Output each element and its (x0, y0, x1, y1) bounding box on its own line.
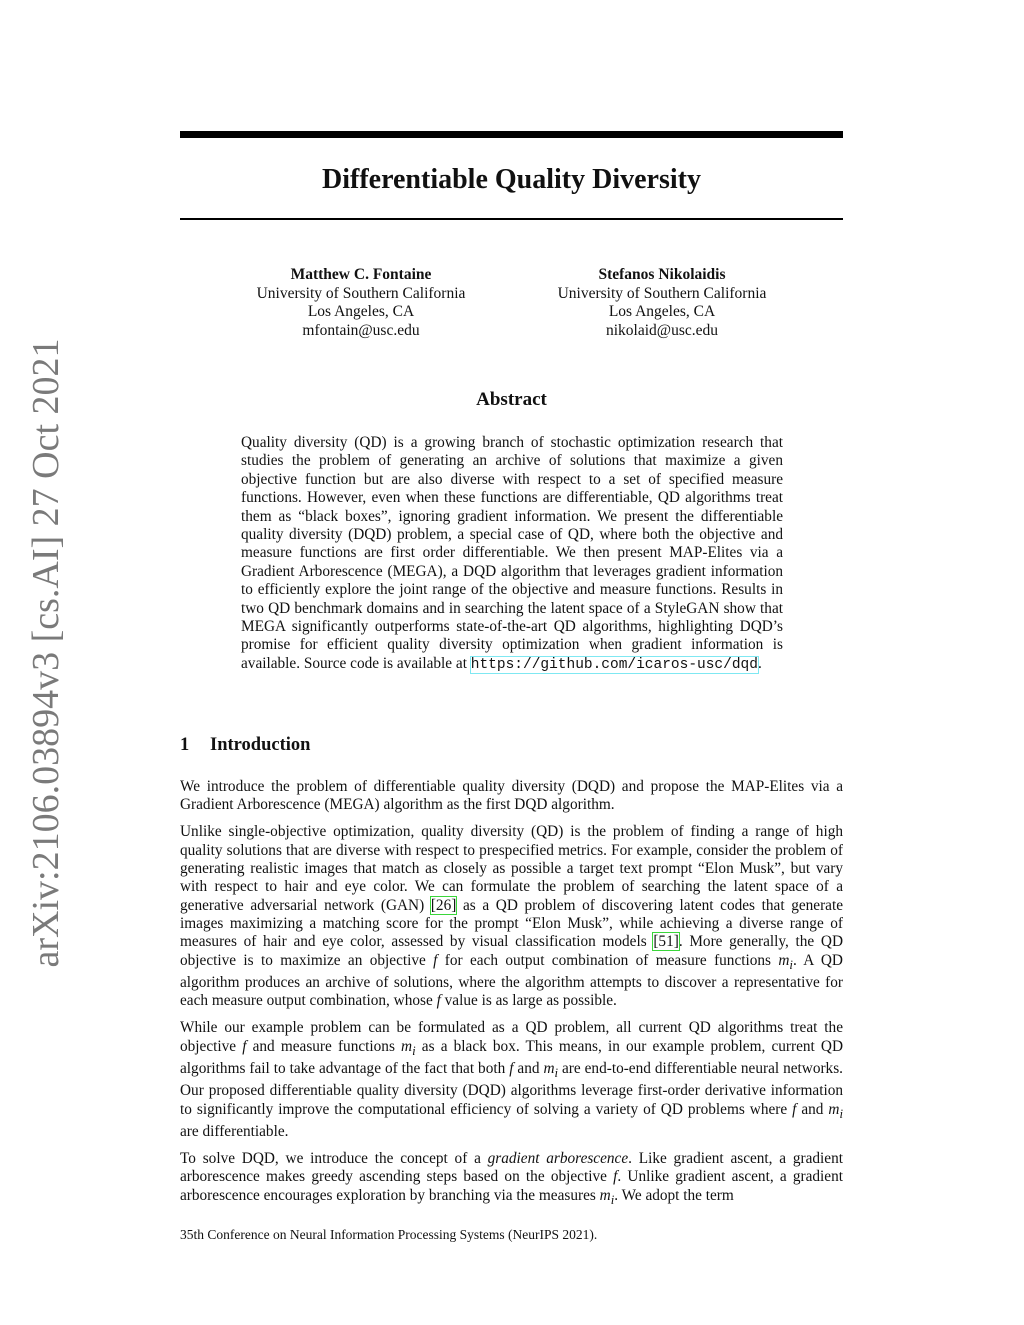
abstract-text: Quality diversity (QD) is a growing branch of stochastic optimization research that studies the problem of generating an archive of solutions that maximize a given objective function but are also diverse with respect to a set of specified measure functions. However, even when these functions are differentiable, QD algorithms treat them as “black boxes”, ignoring gradient information. We present the differentiable quality diversity (DQD) problem, a special case of QD, where both the objective and measure functions are first order differentiable. We then present MAP-Elites via a Gradient Arborescence (MEGA), a DQD algorithm that leverages gradient information to efficiently explore the joint range of the objective and measure functions. Results in two QD benchmark domains and in searching the latent space of a StyleGAN show that MEGA significantly outperforms state-of-the-art QD algorithms, highlighting DQD’s promise for efficient quality diversity optimization when gradient information is available. Source code is available at https://github.com/icaros-usc/dqd. (241, 434, 783, 673)
author-location: Los Angeles, CA (608, 303, 716, 320)
author-affiliation: University of Southern California (256, 284, 466, 302)
author-block-2 (512, 266, 812, 340)
author-block-1 (211, 266, 511, 340)
abstract-heading: Abstract (476, 389, 547, 410)
section-heading-introduction (180, 733, 843, 757)
author-name: Matthew C. Fontaine (290, 266, 432, 283)
author-name: Stefanos Nikolaidis (598, 266, 726, 283)
paper-title: Differentiable Quality Diversity (322, 164, 701, 195)
author-affiliation: University of Southern California (557, 284, 767, 302)
introduction-body (180, 778, 843, 1217)
paragraph-1: We introduce the problem of differentiable quality diversity (DQD) and propose the MAP-Elites via a Gradient Arborescence (MEGA) algorithm as the first DQD algorithm. (180, 778, 843, 814)
paragraph-3: While our example problem can be formulated as a QD problem, all current QD algorithms treat the objective f and measure functions $m_i$ as a black box. This means, in our example problem, current QD algorithms fail to take advantage of the fact that both f and $m_i$ are end-to-end differentiable neural networks. Our proposed differentiable quality diversity (DQD) algorithms leverage first-order derivative information to significantly improve the computational efficiency of solving a variety of QD problems where f and $m_i$ are differentiable. (180, 1019, 844, 1141)
author-email[interactable]: nikolaid@usc.edu (606, 321, 718, 339)
author-email[interactable]: mfontain@usc.edu (302, 321, 420, 339)
section-number: 1 (180, 735, 190, 755)
citation-link[interactable]: [51] (653, 933, 679, 951)
author-location: Los Angeles, CA (307, 303, 415, 320)
title-rule-bottom (180, 218, 843, 220)
paragraph-2: Unlike single-objective optimization, quality diversity (QD) is the problem of finding a range of high quality solutions that are diverse with respect to prespecified metrics. For example, consider the problem of generating realistic images that match as closely as possible a target text prompt “Elon Musk”, but vary with respect to hair and eye color. We can formulate the problem of searching the latent space of a generative adversarial network (GAN) [26] as a QD problem of discovering latent codes that generate images maximizing a matching score for the prompt “Elon Musk”, while achieving a diverse range of measures of hair and eye color, assessed by visual classification models [51]. More generally, the QD objective is to maximize an objective f for each output combination of measure functions $m_i$. A QD algorithm produces an archive of solutions, where the algorithm attempts to discover a representative for each measure output combination, whose f value is as large as possible. (180, 823, 844, 1010)
source-code-link[interactable]: https://github.com/icaros-usc/dqd (470, 656, 758, 673)
citation-link[interactable]: [26] (430, 896, 457, 914)
arxiv-identifier: arXiv:2106.03894v3 [cs.AI] 27 Oct 2021 (25, 338, 67, 968)
conference-footnote: 35th Conference on Neural Information Processing Systems (NeurIPS 2021). (180, 1227, 598, 1242)
title-rule-top (180, 131, 843, 138)
section-title: Introduction (210, 735, 311, 755)
paragraph-4: To solve DQD, we introduce the concept of a gradient arborescence. Like gradient ascent, a gradient arborescence makes greedy ascending steps based on the objective f. Unlike gradient ascent, a gradient arborescence encourages exploration by branching via the measures $m_i$. We adopt the term (180, 1149, 843, 1207)
